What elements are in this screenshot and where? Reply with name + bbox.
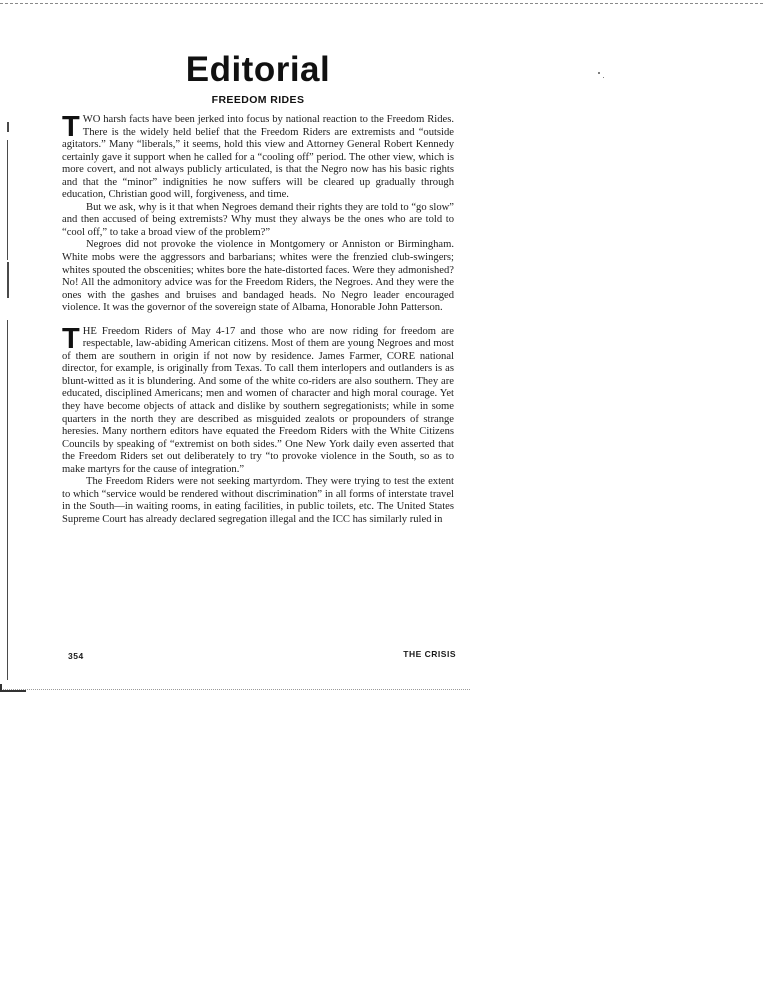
paragraph	[62, 322, 454, 477]
paragraph	[62, 111, 454, 202]
scan-edge-bottom	[0, 689, 470, 690]
section-divider	[62, 315, 454, 326]
article-subtitle: FREEDOM RIDES	[211, 94, 305, 106]
dust-speck	[598, 72, 600, 74]
article-body	[62, 111, 454, 527]
page-title: Editorial	[185, 50, 331, 89]
paragraph-text: HE Freedom Riders of May 4-17 and those who are now riding for freedom are respectable, law-abiding American citizens. Most of them are young Negroes and most of them are southern in origin if not now by residence. James Farmer, CORE national director, for example, is originally from Texas. To call them interlopers and outlanders is as blunt-witted as it is blundering. And some of the white co-riders are also southern. They are educated, disciplined Americans; men and women of character and high moral courage. Yet they have become objects of attack and dislike by southern segregationists; while in some quarters in the north they are described as misguided zealots or propounders of strange heresies. Many northern editors have equated the Freedom Riders with the White Citizens Councils by speaking of “extremist on both sides.” One New York daily even asserted that the Freedom Riders set out deliberately to try “to provoke violence in the South, so as to make martyrs for the cause of integration.”	[62, 325, 454, 475]
margin-mark	[7, 262, 9, 298]
editorial-page	[62, 48, 454, 527]
paragraph: The Freedom Riders were not seeking martyrdom. They were trying to test the extent to which “service would be rendered without discrimination” in all forms of interstate travel in the South—in waiting rooms, in eating facilities, in public toilets, etc. The United States Supreme Court has already declared segregation illegal and the ICC has similarly ruled in	[62, 476, 454, 525]
paragraph: But we ask, why is it that when Negroes demand their rights they are told to “go slow” and then accused of being extremists? Why must they always be the ones who are told to “cool off,” to take a broad view of the problem?”	[62, 201, 454, 238]
page-number: 354	[68, 651, 84, 661]
dust-speck	[603, 77, 604, 78]
margin-mark	[7, 122, 9, 132]
margin-mark	[7, 140, 8, 260]
drop-cap: T	[62, 322, 80, 355]
paragraph: Negroes did not provoke the violence in Montgomery or Anniston or Birmingham. White mobs were the aggressors and barbarians; whites were the frenzied club-swingers; whites spouted the obscenities; whites bore the hate-distorted faces. Were they admonished? No! All the admonitory advice was for the Freedom Riders, the Negroes. And they were the ones with the gashes and bruises and bandaged heads. No Negro leader encouraged violence. It was the governor of the sovereign state of Albama, Honorable John Patterson.	[62, 239, 454, 314]
margin-mark	[7, 320, 8, 680]
magazine-name: THE CRISIS	[403, 649, 456, 659]
corner-mark	[0, 684, 26, 692]
paragraph-text: WO harsh facts have been jerked into focus by national reaction to the Freedom Rides. There is the widely held belief that the Freedom Riders are extremists and “outside agitators.” Many “liberals,” it seems, hold this view and Attorney General Robert Kennedy certainly gave it support when he called for a “cooling off” period. The other view, which is more covert, and not always publicly articulated, is that the Negro now has his basic rights and that the “minor” indignities he now suffers will be cleared up gradually through education, Christian good will, forgiveness, and time.	[62, 114, 454, 201]
drop-cap: T	[62, 111, 80, 143]
scan-edge-top	[0, 3, 763, 4]
